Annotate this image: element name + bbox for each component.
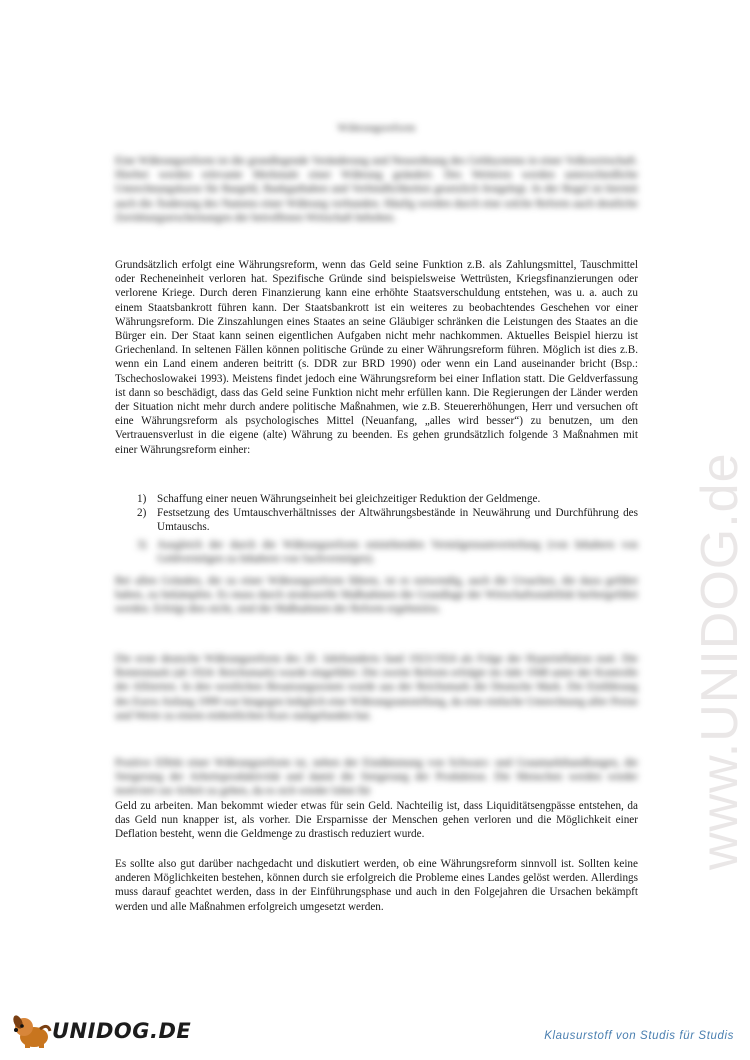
- list-number: 2): [137, 507, 147, 520]
- conclusion-paragraph: Es sollte also gut darüber nachgedacht und diskutiert werden, ob eine Währungsreform sinnvoll ist. Sollten keine anderen Möglichkeiten bestehen, können durch sie erfolgreich die Probleme eines Landes gelöst werden. Allerdings muss darauf geachtet werden, dass in der Einführungsphase und auch in den Folgejahren die Ursachen bekämpft werden und alle Maßnahmen erfolgreich umgesetzt werden.: [115, 858, 638, 913]
- main-paragraph: Grundsätzlich erfolgt eine Währungsreform, wenn das Geld seine Funktion z.B. als Zahlungsmittel, Tauschmittel oder Recheneinheit verloren hat. Spezifische Gründe sind beispielsweise Wettrüsten, Kriegsfinanzierungen oder verlorene Kriege. Durch deren Finanzierung kann eine erhöhte Staatsverschuldung entstehen, was u. a. auch zu einem Staatsbankrott führen kann. Der Staatsbankrott ist ein weiteres zu beobachtendes Geschehen vor einer Währungsreform. Die Zinszahlungen eines Staates an seine Gläubiger schränken die Leistungen des Staates an die Bürger ein. Der Staat kann seinen eigentlichen Aufgaben nicht mehr nachkommen. Aktuelles Beispiel hierzu ist Griechenland. In seltenen Fällen können politische Gründe zu einer Währungsreform führen. Möglich ist dies z.B. wenn ein Land einem anderen beitritt (s. DDR zur BRD 1990) oder wenn ein Land auseinander bricht (Bsp.: Tschechoslowakei 1993). Meistens findet jedoch eine Währungsreform bei einer Inflation statt. Die Geldverfassung ist dann so beschädigt, dass das Geld seine Funktion nicht mehr erfüllen kann. Die Regierungen der Länder werden der Situation nicht mehr durch andere politische Maßnahmen, wie z.B. Steuererhöhungen, Herr und versuchen oft eine Währungsreform als psychologisches Mittel (Neuanfang, „alles wird besser“) zu benutzen, um den Vertrauensverlust in die eigene (alte) Währung zu beenden. Es gehen grundsätzlich folgende 3 Maßnahmen mit einer Währungsreform einher:: [115, 259, 638, 456]
- dog-mascot-icon: [10, 1013, 54, 1049]
- list-item: [115, 492, 638, 506]
- effects-paragraph-continued: Geld zu arbeiten. Man bekommt wieder etwas für sein Geld. Nachteilig ist, dass Liquiditätsengpässe entstehen, da das Geld nun knapper ist, als vorher. Die Ersparnisse der Menschen gehen verloren und die Möglichkeit einer Deflation besteht, wenn die Geldmenge zu drastisch reduziert wurde.: [115, 800, 638, 841]
- document-title: Währungsreform: [337, 122, 416, 134]
- blurred-paragraph-effects: Positive Effekt einer Währungsreform ist, neben der Eindämmung von Schwarz- und Graumarkthandlungen, die Steigerung der Arbeitsproduktivität und damit die Steigerung der Produktion. Die Menschen werden wieder motiviert zur Arbeit zu gehen, da es sich wieder lohnt für: [115, 757, 638, 798]
- watermark: www.UNIDOG.de: [691, 452, 749, 870]
- logo-text: UNIDOG.DE: [52, 1019, 192, 1043]
- blurred-paragraph-history: Die erste deutsche Währungsreform des 20. Jahrhunderts fand 1923/1924 als Folge der Hyperinflation statt. Die Rentenmark (ab 1924: Reichsmark) wurde eingeführt. Die zweite Reform erfolgte im Jahr 1948 unter der Kontrolle der Alliierten. In den westlichen Besatzungszonen wurde aus der Reichsmark die Deutsche Mark. Die Einführung des Euros Anfang 1999 war hingegen lediglich eine Währungsumstellung, da eine einfache Umrechnung aller Preise und Werte zu einem einheitlichen Kurs stattgefunden hat.: [115, 653, 638, 722]
- list-item-text: Festsetzung des Umtauschverhältnisses der Altwährungsbestände in Neuwährung und Durchführung des Umtauschs.: [157, 507, 638, 534]
- blurred-paragraph-causes: Bei allen Gründen, die zu einer Währungsreform führen, ist es notwendig, auch die Ursachen, die dazu geführt haben, zu bekämpfen. Es muss durch strukturelle Maßnahmen die Grundlage der Wirtschaftsstabilität herbeigeführt werden. Erfolgt dies nicht, sind die Maßnahmen der Reform ergebnislos.: [115, 575, 638, 616]
- intro-paragraph: Eine Währungsreform ist die grundlegende Veränderung und Neuordnung des Geldsystems in einer Volkswirtschaft. Hierbei werden relevante Merkmale einer Währung geändert. Des Weiteren werden unterschiedliche Umrechnungskurse für Bargeld, Bankguthaben und Verbindlichkeiten gesetzlich festgelegt. In der Regel ist hiermit auch die Änderung des Namens einer Währung verbunden. Häufig werden durch eine solche Reform auch deutliche Zerrüttungserscheinungen der betroffenen Wirtschaft behoben.: [115, 155, 638, 224]
- list-item-text: Schaffung einer neuen Währungseinheit bei gleichzeitiger Reduktion der Geldmenge.: [157, 493, 541, 505]
- list-item: [115, 506, 638, 533]
- footer-tagline: Klausurstoff von Studis für Studis: [544, 1030, 734, 1042]
- list-number: 3): [137, 539, 147, 552]
- measures-list: [115, 492, 638, 567]
- unidog-logo[interactable]: [10, 1013, 192, 1049]
- list-number: 1): [137, 493, 147, 505]
- list-item-text: Ausgleich der durch die Währungsreform entstehenden Vermögensumverteilung (von Inhabern von Geldvermögen zu Inhabern von Sachvermögen).: [157, 539, 638, 566]
- list-item: [115, 538, 638, 566]
